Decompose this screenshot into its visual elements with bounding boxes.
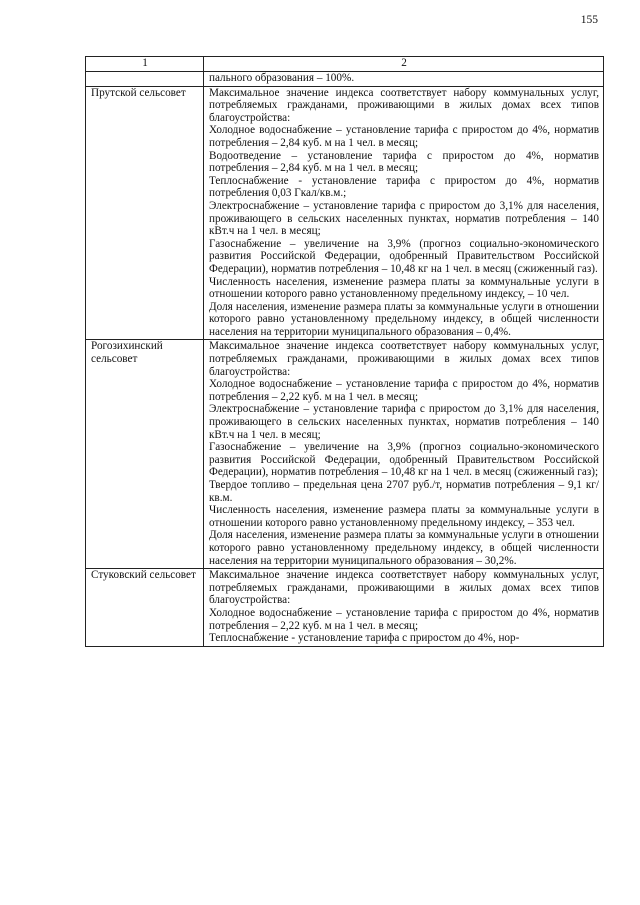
page-number: 155 <box>580 14 598 26</box>
table-row <box>86 569 604 647</box>
paragraph: Электроснабжение – установление тарифа с приростом до 3,1% для населения, проживающего в сельских населенных пунктах, норматив потребления – 140 кВт.ч на 1 чел. в месяц; <box>209 403 599 441</box>
paragraph: Численность населения, изменение размера платы за коммунальные услуги в отношении которого равно установленному предельному индексу, – 10 чел. <box>209 275 599 301</box>
paragraph: Водоотведение – установление тарифа с приростом до 4%, норматив потребления – 2,84 куб. м на 1 чел. в месяц; <box>209 149 599 175</box>
paragraph: Численность населения, изменение размера платы за коммунальные услуги в отношении которого равно установленному предельному индексу, – 353 чел. <box>209 504 599 529</box>
indices-table <box>85 56 604 647</box>
paragraph: Холодное водоснабжение – установление тарифа с приростом до 4%, норматив потребления – 2,22 куб. м на 1 чел. в месяц; <box>209 378 599 403</box>
column-header-1: 1 <box>86 57 204 72</box>
paragraph: Теплоснабжение - установление тарифа с приростом до 4%, нор- <box>209 632 520 645</box>
paragraph: Твердое топливо – предельная цена 2707 руб./т, норматив потребления – 9,1 кг/кв.м. <box>209 479 599 504</box>
paragraph: Доля населения, изменение размера платы за коммунальные услуги в отношении которого равно установленному предельному индексу, в общей численности населения на территории муниципального образования – 0,4%. <box>209 300 599 338</box>
paragraph: Доля населения, изменение размера платы за коммунальные услуги в отношении которого равно установленному предельному индексу, в общей численности населения на территории муниципального образования – 30,2%. <box>209 529 599 567</box>
continuation-text: пального образования – 100%. <box>209 72 355 84</box>
paragraph: Газоснабжение – увеличение на 3,9% (прогноз социально-экономического развития Российской Федерации, одобренный Правительством Российской Федерации), норматив потребления – 10,48 кг на 1 чел. в месяц (сжиженный газ). <box>209 237 599 275</box>
paragraph: Газоснабжение – увеличение на 3,9% (прогноз социально-экономического развития Российской Федерации, одобренный Правительством Российской Федерации), норматив потребления – 10,48 кг на 1 чел. в месяц (сжиженный газ); <box>209 441 599 479</box>
paragraph: Максимальное значение индекса соответствует набору коммунальных услуг, потребляемых гражданами, проживающими в жилых домах всех типов благоустройства: <box>209 569 599 607</box>
paragraph: Холодное водоснабжение – установление тарифа с приростом до 4%, норматив потребления – 2,22 куб. м на 1 чел. в месяц; <box>209 606 599 632</box>
region-name: Стуковский сельсовет <box>86 569 204 647</box>
paragraph: Теплоснабжение - установление тарифа с приростом до 4%, норматив потребления 0,03 Гкал/кв.м.; <box>209 174 599 200</box>
region-name: Прутской сельсовет <box>86 86 204 340</box>
region-description <box>204 86 604 340</box>
region-description <box>204 340 604 569</box>
paragraph: Максимальное значение индекса соответствует набору коммунальных услуг, потребляемых гражданами, проживающими в жилых домах всех типов благоустройства: <box>209 86 599 124</box>
continuation-text-cell <box>204 72 604 87</box>
table-row <box>86 86 604 340</box>
column-header-2: 2 <box>204 57 604 72</box>
table-header-row <box>86 57 604 72</box>
continuation-row <box>86 72 604 87</box>
continuation-region-cell <box>86 72 204 87</box>
table-row <box>86 340 604 569</box>
paragraph: Электроснабжение – установление тарифа с приростом до 3,1% для населения, проживающего в сельских населенных пунктах, норматив потребления – 140 кВт.ч на 1 чел. в месяц; <box>209 199 599 238</box>
region-name: Рогозихинский сельсовет <box>86 340 204 569</box>
region-description <box>204 569 604 647</box>
paragraph: Холодное водоснабжение – установление тарифа с приростом до 4%, норматив потребления – 2,84 куб. м на 1 чел. в месяц; <box>209 124 599 149</box>
paragraph: Максимальное значение индекса соответствует набору коммунальных услуг, потребляемых гражданами, проживающими в жилых домах всех типов благоустройства: <box>209 340 599 378</box>
